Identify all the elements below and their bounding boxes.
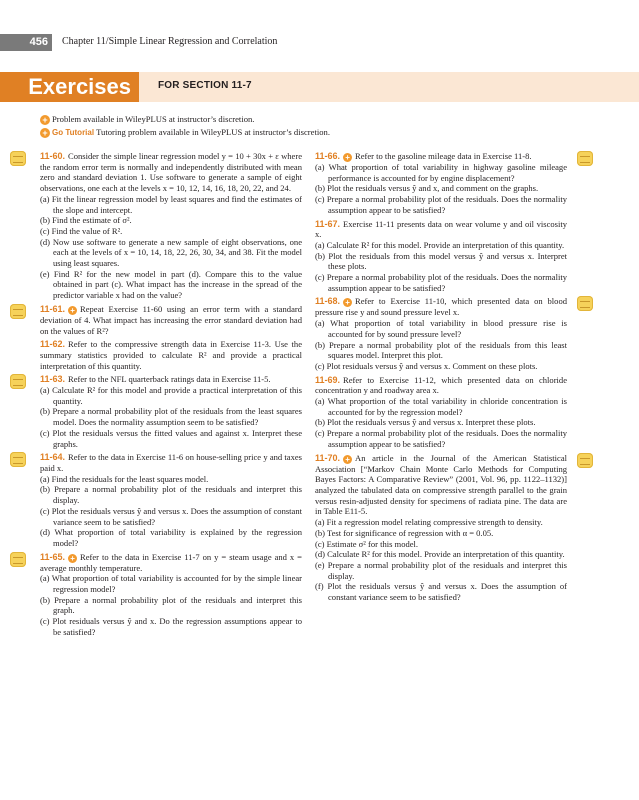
exercise-part: (b) Plot the residuals versus ŷ and x, and comment on the graphs. [315,183,539,194]
exercise-statement [315,375,567,396]
exercise-text: Exercise 11-11 presents data on wear volume y and oil viscosity x. [315,218,567,240]
exercise-item [315,151,567,216]
exercise-statement [40,151,302,194]
exercise-number: 11-67. [315,218,341,229]
exercise-part: (b) Plot the residuals from this model versus ŷ and versus x. Interpret these plots. [315,250,567,272]
exercise-statement [315,219,567,240]
exercise-number: 11-62. [40,339,66,350]
section-label: FOR SECTION 11-7 [158,80,252,91]
exercise-part: (b) Prepare a normal probability plot of the residuals and interpret this graph. [40,594,302,616]
exercise-part: (c) Plot residuals versus ŷ and x. Do the regression assumptions appear to be satisfied? [40,616,302,637]
exercise-media-icon[interactable] [577,296,593,311]
exercise-text: Refer to the gasoline mileage data in Exercise 11-8. [355,151,532,161]
exercise-text: Refer to the NFL quarterback ratings data in Exercise 11-5. [68,374,271,385]
exercise-part: (e) Find R² for the new model in part (d). Compare this to the value obtained in part (c). What impact has the increase in the spread of the predictor variable x had on the value? [40,268,302,301]
chapter-title: Chapter 11/Simple Linear Regression and Correlation [62,36,278,47]
exercise-part: (c) Plot residuals versus ŷ and versus x. Comment on these plots. [315,360,538,371]
plus-icon: + [40,128,50,138]
plus-icon: + [68,554,77,563]
exercise-number: 11-68. [315,296,341,307]
exercise-part: (a) Calculate R² for this model. Provide an interpretation of this quantity. [315,239,565,250]
exercise-part: (a) What proportion of the total variability in chloride concentration is accounted for by the regression model? [315,396,567,417]
exercise-part: (a) Find the residuals for the least squares model. [40,473,209,484]
exercise-item [40,151,302,301]
exercise-number: 11-60. [40,151,66,161]
exercise-item [40,452,302,548]
exercise-text: An article in the Journal of the American Statistical Association [“Markov Chain Monte Carlo Methods for Computing Bayes Factors: A Comparative Review” (2001, Vol. 96, pp. 1122–1132)] analyzed the tabulated data on compressive strength parallel to the grain versus resin-adjusted density for specimens of radiata pine. The data are in Table E11-5. [315,452,567,517]
exercise-part: (b) Prepare a normal probability plot of the residuals from this least squares model. Interpret this plot. [315,339,567,361]
exercise-part: (a) What proportion of total variability in blood pressure rise is accounted for by sound pressure level? [315,318,567,339]
exercise-media-icon[interactable] [10,304,26,319]
plus-icon: + [343,153,352,162]
exercise-item [315,219,567,294]
exercise-text: Refer to Exercise 11-10, which presented data on blood pressure rise y and sound pressure level x. [315,296,567,318]
exercise-statement [40,304,302,336]
page-number: 456 [0,34,52,51]
go-tutorial-label: Go Tutorial [52,128,95,137]
exercise-media-icon[interactable] [10,452,26,467]
exercise-part: (c) Prepare a normal probability plot of the residuals. Does the normality assumption appear to be satisfied? [315,428,567,449]
exercise-media-icon[interactable] [577,453,593,468]
exercise-item [40,374,302,449]
exercise-text: Consider the simple linear regression model y = 10 + 30x + ε where the random error term is normally and independently distributed with mean zero and standard deviation 1. Use software to generate a sample of eight observations, one each at the levels x = 10, 12, 14, 16, 18, 20, 22, and 24. [40,151,302,194]
exercise-media-icon[interactable] [577,151,593,166]
plus-icon: + [40,115,50,125]
exercise-part: (b) Plot the residuals versus ŷ and versus x. Interpret these plots. [315,417,536,428]
exercise-number: 11-70. [315,452,341,463]
exercise-part: (c) Prepare a normal probability plot of the residuals. Does the normality assumption appear to be satisfied? [315,194,567,215]
exercise-item [315,375,567,450]
exercise-number: 11-64. [40,452,66,463]
exercises-banner: Exercises [0,72,139,102]
exercise-part: (c) Estimate σ² for this model. [315,538,419,549]
exercise-text: Repeat Exercise 11-60 using an error term with a standard deviation of 4. What impact has increasing the error standard deviation had on the values of R²? [40,303,302,336]
exercise-part: (b) Find the estimate of σ². [40,215,132,226]
exercise-statement [315,453,567,518]
exercise-number: 11-69. [315,374,341,385]
exercise-media-icon[interactable] [10,374,26,389]
exercise-part: (b) Prepare a normal probability plot of the residuals and interpret this display. [40,484,302,506]
exercise-item [40,304,302,336]
exercise-part: (e) Prepare a normal probability plot of the residuals and interpret this display. [315,559,567,581]
exercise-number: 11-65. [40,551,66,562]
exercise-part: (c) Find the value of R². [40,225,123,236]
exercise-part: (d) What proportion of total variability is explained by the regression model? [40,527,302,548]
exercise-part: (a) What proportion of total variability is accounted for by the simple linear regression model? [40,573,302,595]
exercise-part: (a) Fit a regression model relating compressive strength to density. [315,517,543,528]
legend-go-tutorial [40,126,330,139]
plus-icon: + [68,306,77,315]
exercise-part: (b) Prepare a normal probability plot of the residuals from the least squares model. Does the normality assumption seem to be satisfied? [40,406,302,428]
exercise-statement [40,452,302,473]
legend-tutorial-text: Tutoring problem available in WileyPLUS at instructor’s discretion. [96,127,330,137]
exercise-media-icon[interactable] [10,552,26,567]
exercise-part: (d) Calculate R² for this model. Provide an interpretation of this quantity. [315,549,565,560]
exercise-part: (c) Plot the residuals versus the fitted values and against x. Interpret these graphs. [40,427,302,449]
exercise-item [315,296,567,371]
legend-problem [40,113,254,125]
exercise-statement [40,339,302,371]
exercise-statement [315,296,567,318]
exercise-part: (a) What proportion of total variability in highway gasoline mileage performance is accounted for by engine displacement? [315,162,567,183]
exercise-part: (c) Plot the residuals versus ŷ and versus x. Does the assumption of constant variance seem to be satisfied? [40,505,302,527]
exercise-part: (a) Calculate R² for this model and provide a practical interpretation of this quantity. [40,385,302,406]
exercise-part: (d) Now use software to generate a new sample of eight observations, one each at the levels of x = 10, 14, 18, 22, 26, 30, 34, and 38. Fit the model using least squares. [40,236,302,269]
exercise-part: (b) Test for significance of regression with α = 0.05. [315,527,494,538]
exercise-item [40,552,302,638]
exercise-statement [315,151,567,162]
exercise-text: Refer to the compressive strength data in Exercise 11-3. Use the summary statistics provided to calculate R² and provide a practical interpretation of this quantity. [40,339,302,371]
legend-problem-text: Problem available in WileyPLUS at instructor’s discretion. [52,114,255,124]
exercise-number: 11-63. [40,374,66,385]
right-column [315,151,567,606]
exercise-media-icon[interactable] [10,151,26,166]
exercise-text: Refer to Exercise 11-12, which presented data on chloride concentration y and roadway area x. [315,374,567,396]
exercise-statement [40,374,302,385]
exercise-number: 11-61. [40,303,66,314]
plus-icon: + [343,455,352,464]
exercise-part: (a) Fit the linear regression model by least squares and find the estimates of the slope and intercept. [40,193,302,215]
exercise-part: (c) Prepare a normal probability plot of the residuals. Does the normality assumption appear to be satisfied? [315,272,567,293]
exercise-item [40,339,302,371]
exercise-statement [40,552,302,574]
exercise-text: Refer to the data in Exercise 11-6 on house-selling price y and taxes paid x. [40,452,302,473]
exercise-text: Refer to the data in Exercise 11-7 on y = steam usage and x = average monthly temperature. [40,551,302,573]
exercise-number: 11-66. [315,151,341,161]
plus-icon: + [343,298,352,307]
left-column [40,151,302,641]
exercise-item [315,453,567,603]
exercise-part: (f) Plot the residuals versus ŷ and versus x. Does the assumption of constant variance seem to be satisfied? [315,581,567,603]
